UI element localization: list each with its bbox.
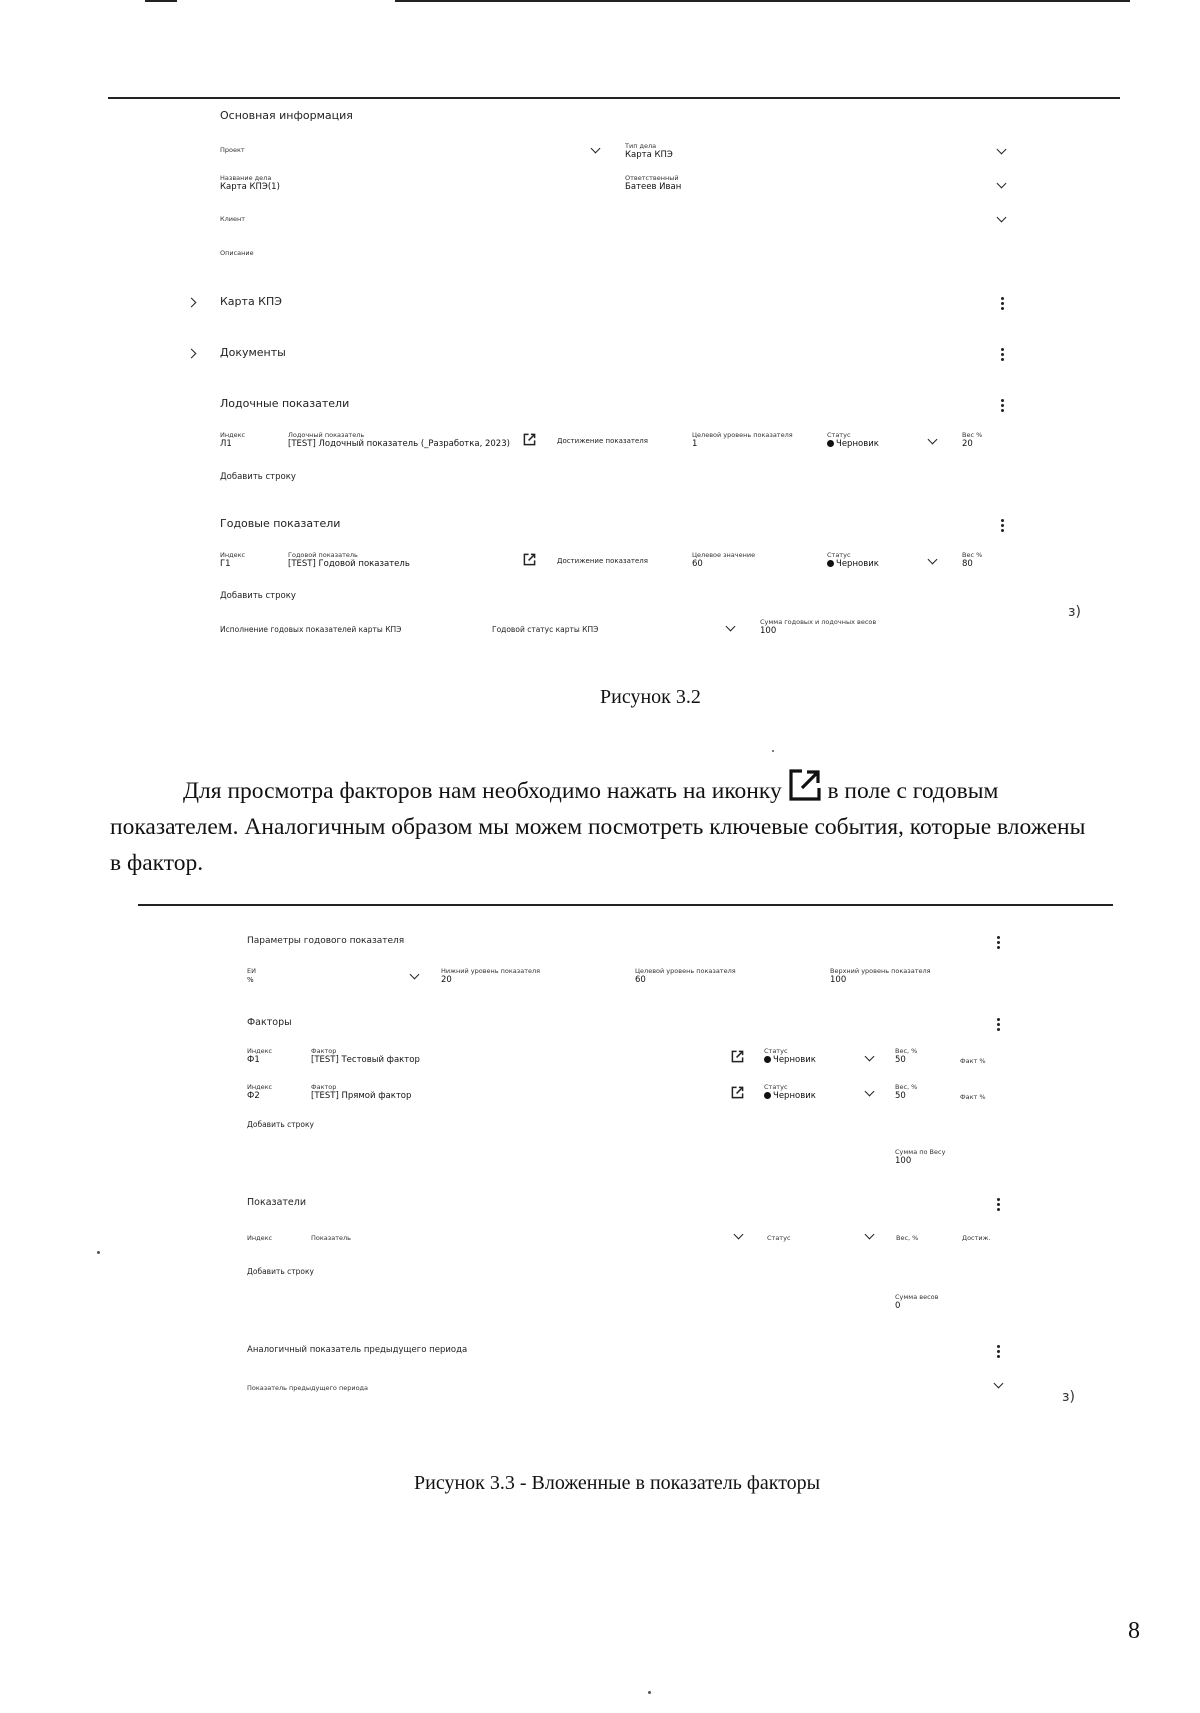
indicators-col-weight: Вес, % [896, 1234, 919, 1242]
boat-status-value: Черновик [836, 439, 879, 449]
lower-level-field[interactable] [441, 967, 540, 985]
factor-index-field[interactable] [247, 1083, 272, 1101]
annual-weight-value: 80 [962, 559, 973, 569]
scan-mark: ɜ) [1062, 1389, 1075, 1405]
boat-target-label: Целевой уровень показателя [692, 431, 793, 439]
factor-name-label: Фактор [311, 1083, 337, 1091]
factor-name-label: Фактор [311, 1047, 337, 1055]
annual-weight-label: Вес % [962, 551, 983, 559]
factor-fact-field[interactable]: Факт % [960, 1093, 986, 1101]
page-number: 8 [1128, 1618, 1140, 1644]
type-label: Тип дела [625, 142, 657, 150]
unit-value: % [247, 976, 254, 984]
annual-achieve-field[interactable]: Достижение показателя [557, 557, 648, 565]
upper-level-field[interactable] [830, 967, 931, 985]
annual-add-row-link[interactable]: Добавить строку [220, 591, 296, 601]
boat-achieve-field[interactable]: Достижение показателя [557, 437, 648, 445]
lower-level-label: Нижний уровень показателя [441, 967, 541, 975]
indicators-weight-sum [895, 1293, 938, 1311]
indicators-col-index: Индекс [247, 1234, 273, 1242]
boat-index-value: Л1 [220, 439, 232, 449]
factor-weight-value: 50 [895, 1091, 906, 1101]
boat-indicator-value: [TEST] Лодочный показатель (_Разработка, 2023) [288, 439, 510, 449]
annual-status-value: Черновик [836, 559, 879, 569]
boat-indicator-label: Лодочный показатель [288, 431, 365, 439]
description-label: Описание [220, 249, 254, 257]
annual-indicator-value: [TEST] Годовой показатель [288, 559, 410, 569]
factor-index-value: Ф2 [247, 1091, 260, 1101]
name-label: Название дела [220, 174, 272, 182]
annual-section-title: Годовые показатели [220, 517, 341, 530]
factor-status-value: Черновик [773, 1091, 816, 1101]
unit-label: ЕИ [247, 967, 256, 975]
factor-name-field[interactable] [311, 1083, 411, 1101]
target-level-label: Целевой уровень показателя [635, 967, 736, 975]
indicators-add-row-link[interactable]: Добавить строку [247, 1267, 314, 1276]
params-more-icon[interactable] [997, 936, 1000, 951]
annual-status-label: Статус [827, 551, 851, 559]
indicators-col-indicator: Показатель [311, 1234, 351, 1242]
annual-indicator-label: Годовой показатель [288, 551, 358, 559]
prev-period-chevron-down-icon[interactable] [994, 1379, 1004, 1389]
prev-period-more-icon[interactable] [997, 1345, 1000, 1360]
params-section-title: Параметры годового показателя [247, 936, 405, 946]
factor-name-field[interactable] [311, 1047, 420, 1065]
factor-weight-field[interactable] [895, 1047, 917, 1065]
factors-add-row-link[interactable]: Добавить строку [247, 1120, 314, 1129]
factor-index-value: Ф1 [247, 1055, 260, 1065]
factor-name-value: [TEST] Тестовый фактор [311, 1055, 420, 1065]
annual-index-label: Индекс [220, 551, 246, 559]
factor-status-field[interactable] [764, 1083, 816, 1101]
factor-fact-field[interactable]: Факт % [960, 1057, 986, 1065]
main-info-title: Основная информация [220, 109, 353, 122]
scan-mark: ɜ) [1068, 604, 1081, 620]
execution-field[interactable]: Исполнение годовых показателей карты КПЭ [220, 625, 402, 634]
boat-add-row-link[interactable]: Добавить строку [220, 472, 296, 482]
figure-3-2-caption: Рисунок 3.2 [600, 686, 701, 708]
factor-status-label: Статус [764, 1047, 788, 1055]
factor-status-value: Черновик [773, 1055, 816, 1065]
prev-period-field[interactable]: Показатель предыдущего периода [247, 1384, 369, 1392]
factor-weight-label: Вес, % [895, 1083, 918, 1091]
unit-chevron-down-icon[interactable] [410, 970, 420, 980]
factor-name-value: [TEST] Прямой фактор [311, 1091, 412, 1101]
status-dot-icon [764, 1092, 771, 1099]
scan-speck [772, 750, 774, 752]
indicators-sum-label: Сумма весов [895, 1293, 939, 1301]
name-value: Карта КПЭ(1) [220, 182, 280, 192]
kpi-card-section-title[interactable]: Карта КПЭ [220, 295, 282, 308]
factor-weight-value: 50 [895, 1055, 906, 1065]
boat-section-title: Лодочные показатели [220, 397, 350, 410]
factor-weight-label: Вес, % [895, 1047, 918, 1055]
scan-speck [97, 1251, 100, 1254]
factor-index-label: Индекс [247, 1047, 273, 1055]
responsible-label: Ответственный [625, 174, 679, 182]
annual-target-label: Целевое значение [692, 551, 756, 559]
weights-sum-label: Сумма годовых и лодочных весов [760, 618, 877, 626]
paragraph-part-2: в поле с годовым показателем. Аналогичным образом мы можем посмотреть ключевые события, которые вложены в фактор. [110, 778, 1086, 876]
indicators-more-icon[interactable] [997, 1198, 1000, 1213]
target-level-field[interactable] [635, 967, 736, 985]
type-value: Карта КПЭ [625, 150, 673, 160]
target-level-value: 60 [635, 975, 646, 985]
factors-weight-sum [895, 1148, 945, 1166]
factor-status-chevron-down-icon[interactable] [865, 1087, 875, 1097]
weights-sum-value: 100 [760, 626, 777, 636]
indicator-chevron-down-icon[interactable] [734, 1230, 744, 1240]
factor-status-chevron-down-icon[interactable] [865, 1052, 875, 1062]
prev-period-section-title: Аналогичный показатель предыдущего периода [247, 1345, 468, 1355]
figure-3-3-caption: Рисунок 3.3 - Вложенные в показатель факторы [414, 1472, 821, 1494]
unit-field[interactable] [247, 967, 256, 985]
status-dot-icon [764, 1056, 771, 1063]
indicators-col-status: Статус [767, 1234, 791, 1242]
project-label: Проект [220, 146, 245, 154]
open-factor-edit-icon[interactable] [731, 1050, 744, 1063]
paragraph-part-1: Для просмотра факторов нам необходимо нажать на иконку [183, 778, 782, 804]
factors-sum-value: 100 [895, 1156, 912, 1166]
indicators-col-achieve: Достиж. [962, 1234, 991, 1242]
indicators-sum-value: 0 [895, 1301, 901, 1311]
client-label: Клиент [220, 215, 246, 223]
scan-speck [648, 1691, 651, 1694]
factor-status-field[interactable] [764, 1047, 816, 1065]
indicator-status-chevron-down-icon[interactable] [865, 1230, 875, 1240]
boat-weight-value: 20 [962, 439, 973, 449]
factors-sum-label: Сумма по Весу [895, 1148, 946, 1156]
boat-weight-label: Вес % [962, 431, 983, 439]
open-factor-edit-icon[interactable] [731, 1086, 744, 1099]
factors-section-title: Факторы [247, 1017, 292, 1028]
factor-index-field[interactable] [247, 1047, 272, 1065]
lower-level-value: 20 [441, 975, 452, 985]
responsible-value: Батеев Иван [625, 182, 682, 192]
upper-level-label: Верхний уровень показателя [830, 967, 931, 975]
annual-status-select[interactable]: Годовой статус карты КПЭ [492, 625, 599, 634]
indicators-section-title: Показатели [247, 1197, 307, 1208]
factor-index-label: Индекс [247, 1083, 273, 1091]
boat-index-label: Индекс [220, 431, 246, 439]
documents-section-title[interactable]: Документы [220, 346, 286, 359]
factor-status-label: Статус [764, 1083, 788, 1091]
annual-target-value: 60 [692, 559, 703, 569]
upper-level-value: 100 [830, 975, 847, 985]
annual-index-value: Г1 [220, 559, 231, 569]
boat-target-value: 1 [692, 439, 698, 449]
boat-status-label: Статус [827, 431, 851, 439]
factors-more-icon[interactable] [997, 1018, 1000, 1033]
factor-weight-field[interactable] [895, 1083, 917, 1101]
